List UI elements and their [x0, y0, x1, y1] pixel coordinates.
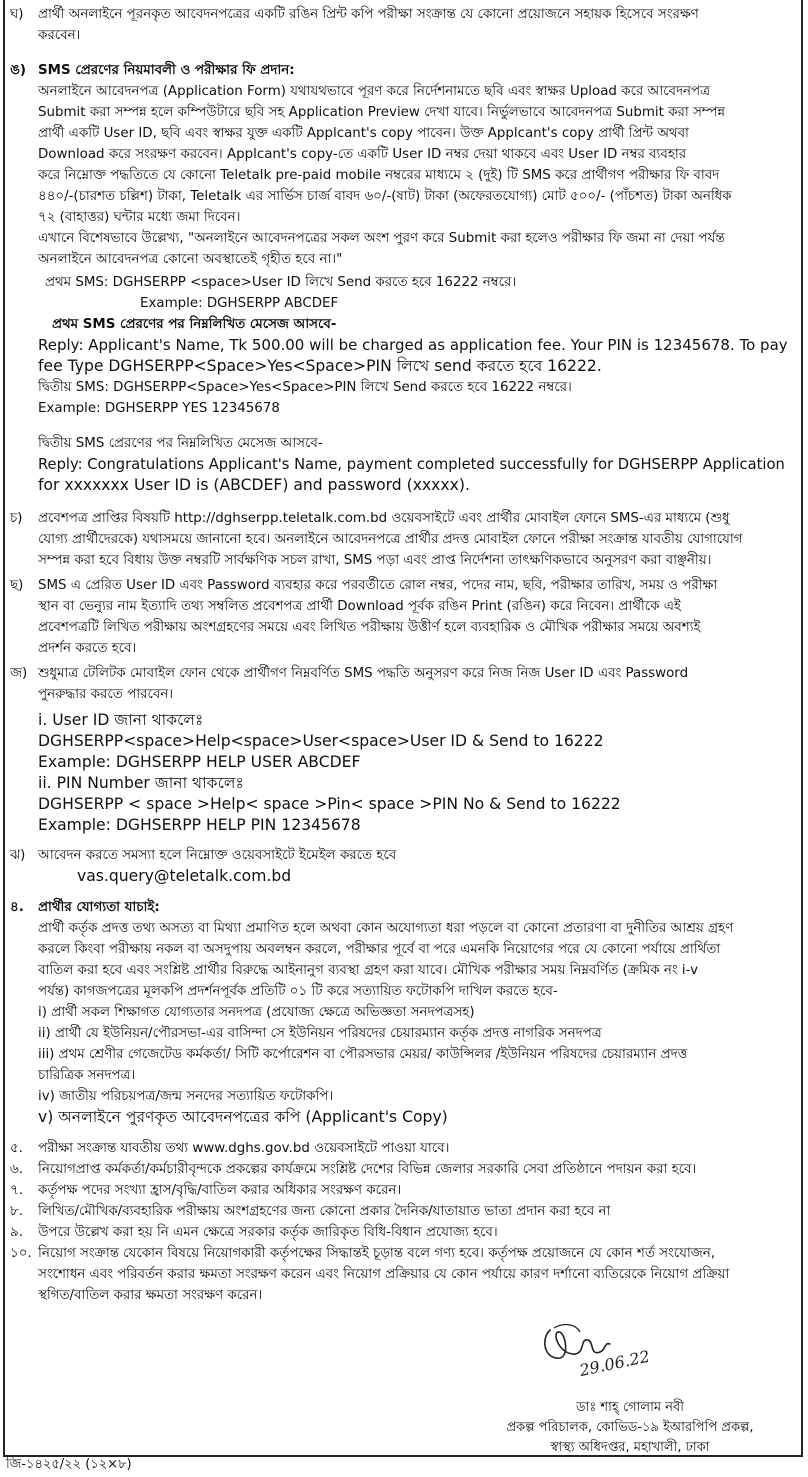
retrieve-line: DGHSERPP < space >Help< space >Pin< space >PIN No & Send to 16222 [38, 795, 621, 813]
item-text: উপরে উল্লেখ করা হয় নি এমন ক্ষেত্রে সরকার কর্তৃক জারিকৃত বিধি-বিধান প্রযোজ্য হবে। [38, 1225, 498, 1240]
document-list-item: চারিত্রিক সনদপত্র। [38, 1068, 136, 1083]
item-text: প্রার্থী কর্তৃক প্রদত্ত তথ্য অসত্য বা মিথ্যা প্রমাণিত হলে অথবা কোন অযোগ্যতা ধরা পড়লে বা কোনো প্রতারণা বা দুনীতির আশ্রয় গ্রহণ [38, 921, 734, 936]
item-text: স্থান বা ভেন্যুর নাম ইত্যাদি তথ্য সম্বলিত প্রবেশপত্র প্রার্থী Download পূর্বক রঙিন Print (রঙিন) করে নিবেন। প্রার্থীকে এই [38, 599, 681, 614]
section-heading: প্রার্থীর যোগ্যতা যাচাই: [38, 900, 160, 915]
item-chha [0, 575, 800, 659]
second-sms: দ্বিতীয় SMS: DGHSERPP<Space>Yes<Space>PIN লিখে Send করতে হবে 16222 নম্বরে। [38, 380, 572, 395]
item-text: Download করে সংরক্ষণ করবেন। Applcant's copy-তে একটি User ID নম্বর দেয়া থাকবে এবং User ID নম্বর ব্যবহার [38, 147, 687, 162]
reply-1: fee Type DGHSERPP<Space>Yes<Space>PIN লিখে send করতে হবে 16222. [38, 357, 602, 375]
signature-image [520, 1310, 670, 1400]
item-marker: ৫. [10, 1141, 23, 1156]
item-marker: ৯. [10, 1225, 23, 1240]
signatory-office: স্বাস্থ্য অধিদপ্তর, মহাখালী, ঢাকা [550, 1440, 710, 1455]
signature-date: 29.06.22 [577, 1346, 652, 1381]
item-text: Submit করা সম্পন্ন হলে কম্পিউটারে ছবি সহ Application Preview দেখা যাবে। নির্ভুলভাবে আবেদনপত্র Submit করা সম্পন্ন [38, 105, 726, 120]
item-text: সংশোধন এবং পরিবর্তন করার ক্ষমতা সংরক্ষণ করেন এবং নিয়োগ প্রক্রিয়ার যে কোন পর্যায়ে কারণ দর্শানো ব্যতিরেকে নিয়োগ প্রক্রিয়া [38, 1267, 730, 1282]
reply-1: Reply: Applicant's Name, Tk 500.00 will be charged as application fee. Your PIN is 12345678. To pay [38, 336, 788, 354]
numbered-items [0, 1138, 800, 1306]
signatory-name: ডাঃ শাহ্ গোলাম নবী [576, 1400, 684, 1415]
item-marker: ছ) [10, 578, 24, 593]
item-ja [0, 663, 800, 705]
item-text: অনলাইনে আবেদনপত্র (Application Form) যথাযথভাবে পূরণ করে নির্দেশনামতে ছবি এবং স্বাক্ষর Upload করে আবেদনপত্র [38, 84, 710, 99]
item-text: ৪৪০/-(চারশত চল্লিশ) টাকা, Teletalk এর সার্ভিস চার্জ বাবদ ৬০/-(ষাট) টাকা (অফেরতযোগ্য) মোট ৫০০/- (পাঁচশত) টাকা অনধিক [38, 189, 732, 204]
item-text: পুনরুদ্ধার করতে পারবেন। [38, 687, 174, 702]
reply-2: for xxxxxxx User ID is (ABCDEF) and password (xxxxx). [38, 476, 470, 494]
sms-instructions [0, 272, 800, 496]
item-text: যোগ্য প্রার্থীদেরকে) যথাসময়ে জানানো হবে। অনলাইনে আবেদনপত্রে প্রার্থীর প্রদত্ত মোবাইল ফোনে পরীক্ষা সংক্রান্ত যাবতীয় যোগাযোগ [38, 532, 743, 547]
retrieve-line: DGHSERPP<space>Help<space>User<space>User ID & Send to 16222 [38, 732, 604, 750]
signature-stroke [545, 1330, 610, 1358]
document-list-item: iii) প্রথম শ্রেণীর গেজেটেড কর্মকর্তা/ সিটি কর্পোরেশন বা পৌরসভার মেয়র/ কাউন্সিলর /ইউনিয়ন পরিষদের চেয়ারম্যান প্রদত্ত [38, 1047, 688, 1062]
item-cha [0, 508, 800, 571]
item-text: লিখিত/মৌখিক/ব্যবহারিক পরীক্ষায় অংশগ্রহণের জন্য কোনো প্রকার দৈনিক/যাতায়াত ভাতা প্রদান করা হবে না [38, 1204, 611, 1219]
item-marker: ঝ) [10, 848, 26, 863]
item-text: সম্পন্ন করা হবে বিধায় উক্ত নম্বরটি সার্বক্ষণিক সচল রাখা, SMS পড়া এবং প্রাপ্ত নির্দেশনা তাৎক্ষণিকভাবে অনুসরণ করা বাঞ্ছনীয়। [38, 553, 712, 568]
item-marker: জ) [10, 666, 28, 681]
item-marker: ৪. [10, 900, 24, 915]
item-jha [0, 845, 800, 887]
item-text: করলে কিংবা পরীক্ষায় নকল বা অসদুপায় অবলম্বন করলে, পরীক্ষার পূর্বে বা পরে এমনকি নিয়োগের পরে যে কোনো পর্যায়ে প্রার্থিতা [38, 942, 721, 957]
item-text: প্রার্থী একটি User ID, ছবি এবং স্বাক্ষর যুক্ত একটি Applcant's copy পাবেন। উক্ত Applcant's copy প্রার্থী প্রিন্ট অথবা [38, 126, 689, 141]
item-marker: ৮. [10, 1204, 23, 1219]
retrieve-line: Example: DGHSERPP HELP PIN 12345678 [38, 816, 361, 834]
signatory-title: প্রকল্প পরিচালক, কোভিড-১৯ ইআরপিপি প্রকল্প, [506, 1420, 754, 1435]
item-text: প্রবেশপত্র প্রাপ্তির বিষয়টি http://dghserpp.teletalk.com.bd ওয়েবসাইটে এবং প্রার্থীর মোবাইল ফোনে SMS-এর মাধ্যমে (শুধু [38, 511, 730, 526]
item-text: প্রার্থী অনলাইনে পূরনকৃত আবেদনপত্রের একটি রঙিন প্রিন্ট কপি পরীক্ষা সংক্রান্ত যে কোনো প্রয়োজনে সহায়ক হিসেবে সংরক্ষণ [38, 7, 699, 22]
footer-reference: জি-১৪২৫/২২ (১২×৮) [6, 1457, 132, 1472]
item-marker: চ) [10, 511, 23, 526]
item-umo-sms-rules [0, 60, 800, 270]
document-list-item: v) অনলাইনে পুরণকৃত আবেদনপত্রের কপি (Applicant's Copy) [38, 1108, 448, 1126]
item-marker: ৭. [10, 1183, 23, 1198]
second-sms-example: Example: DGHSERPP YES 12345678 [38, 401, 280, 416]
item-text: স্থগিত/বাতিল করার ক্ষমতা সংরক্ষণ করেন। [38, 1288, 263, 1303]
document-list-item: iv) জাতীয় পরিচয়পত্র/জন্ম সনদের সত্যায়িত ফটোকপি। [38, 1089, 334, 1104]
reply-2: Reply: Congratulations Applicant's Name, payment completed successfully for DGHSERPP Application [38, 456, 785, 473]
after-second-sms: দ্বিতীয় SMS প্রেরণের পর নিম্নলিখিত মেসেজ আসবে- [38, 436, 323, 451]
item-text: ৭২ (বাহাত্তর) ঘন্টার মধ্যে জমা দিবেন। [38, 210, 241, 225]
after-first-sms: প্রথম SMS প্রেরণের পর নিম্নলিখিত মেসেজ আসবে- [52, 317, 337, 332]
item-text: করে নিম্নোক্ত পদ্ধতিতে যে কোনো Teletalk pre-paid mobile নম্বরের মাধ্যমে ২ (দুই) টি SMS করে প্রার্থীগণ পরীক্ষার ফি বাবদ [38, 168, 720, 183]
section-eligibility [0, 897, 800, 1128]
item-gha [0, 4, 800, 46]
first-sms-example: Example: DGHSERPP ABCDEF [140, 296, 339, 311]
item-marker: ঙ) [10, 63, 26, 78]
item-text: পর্যন্ত) কাগজপত্রের মূলকপি প্রদর্শনপূর্বক প্রতিটি ০১ টি করে সত্যায়িত ফটোকপি দাখিল করতে হবে- [38, 984, 558, 999]
retrieve-line: ii. PIN Number জানা থাকলেঃ [38, 774, 244, 792]
item-text: প্রবেশপত্রটি লিখিত পরীক্ষায় অংশগ্রহণের সময়ে এবং লিখিত পরীক্ষায় উত্তীর্ণ হলে ব্যবহারিক ও মৌখিক পরীক্ষার সময়ে অবশ্যই [38, 620, 701, 635]
item-text: এখানে বিশেষভাবে উল্লেখ্য, "অনলাইনে আবেদনপত্রের সকল অংশ পুরণ করে Submit করা হলেও পরীক্ষার ফি জমা না দেয়া পর্যন্ত [38, 231, 725, 246]
item-text: করবেন। [38, 28, 81, 43]
document-list-item: ii) প্রার্থী যে ইউনিয়ন/পৌরসভা-এর বাসিন্দা সে ইউনিয়ন পরিষদের চেয়ারম্যান কর্তৃক প্রদত্ত নাগরিক সনদপত্র [38, 1026, 602, 1041]
retrieve-line: i. User ID জানা থাকলেঃ [38, 711, 204, 729]
retrieve-line: Example: DGHSERPP HELP USER ABCDEF [38, 753, 361, 771]
item-text: অনলাইনে আবেদনপত্র কোনো অবস্থাতেই গৃহীত হবে না।" [38, 252, 343, 267]
item-text: শুধুমাত্র টেলিটক মোবাইল ফোন থেকে প্রার্থীগণ নিম্নবর্ণিত SMS পদ্ধতি অনুসরণ করে নিজ নিজ User ID এবং Password [38, 666, 689, 681]
signature-stroke [554, 1325, 580, 1332]
item-text: নিয়োগ সংক্রান্ত যেকোন বিষয়ে নিয়োগকারী কর্তৃপক্ষের সিদ্ধান্তই চূড়ান্ত বলে গণ্য হবে। কর্তৃপক্ষ প্রয়োজনে যে কোন শর্ত সংযোজন, [38, 1246, 715, 1261]
item-text: প্রদর্শন করতে হবে। [38, 641, 137, 656]
item-text: কর্তৃপক্ষ পদের সংখ্যা হ্রাস/বৃদ্ধি/বাতিল করার অধিকার সংরক্ষণ করেন। [38, 1183, 402, 1198]
item-text: আবেদন করতে সমস্যা হলে নিম্নোক্ত ওয়েবসাইটে ইমেইল করতে হবে [38, 848, 397, 863]
first-sms: প্রথম SMS: DGHSERPP <space>User ID লিখে Send করতে হবে 16222 নম্বরে। [45, 275, 517, 290]
document-list-item: i) প্রার্থী সকল শিক্ষাগত যোগ্যতার সনদপত্র (প্রযোজ্য ক্ষেত্রে অভিজ্ঞতা সনদপত্রসহ) [38, 1005, 475, 1020]
item-marker: ঘ) [10, 7, 24, 22]
item-text: SMS এ প্রেরিত User ID এবং Password ব্যবহার করে পরবর্তীতে রোল নম্বর, পদের নাম, ছবি, পরীক্ষার তারিখ, সময় ও পরীক্ষা [38, 578, 718, 593]
support-email: vas.query@teletalk.com.bd [77, 867, 292, 885]
section-heading: SMS প্রেরণের নিয়মাবলী ও পরীক্ষার ফি প্রদান: [38, 63, 295, 78]
item-text: পরীক্ষা সংক্রান্ত যাবতীয় তথ্য www.dghs.gov.bd ওয়েবসাইটে পাওয়া যাবে। [38, 1141, 450, 1156]
item-text: বাতিল করা হবে এবং সংশ্লিষ্ট প্রার্থীর বিরুদ্ধে আইনানুগ ব্যবস্থা গ্রহণ করা যাবে। মৌখিক পরীক্ষার সময় নিম্নবর্ণিত (ক্রমিক নং i-v [38, 963, 699, 978]
item-marker: ৬. [10, 1162, 23, 1177]
signatory-block [460, 1398, 800, 1458]
retrieve-instructions [0, 710, 800, 836]
item-text: নিয়োগপ্রাপ্ত কর্মকর্তা/কর্মচারীবৃন্দকে প্রকল্পের কার্যক্রমে সংশ্লিষ্ট দেশের বিভিন্ন জেলার সরকারি সেবা প্রতিষ্ঠানে পদায়ন করা হবে। [38, 1162, 697, 1177]
item-marker: ১০. [10, 1246, 32, 1261]
